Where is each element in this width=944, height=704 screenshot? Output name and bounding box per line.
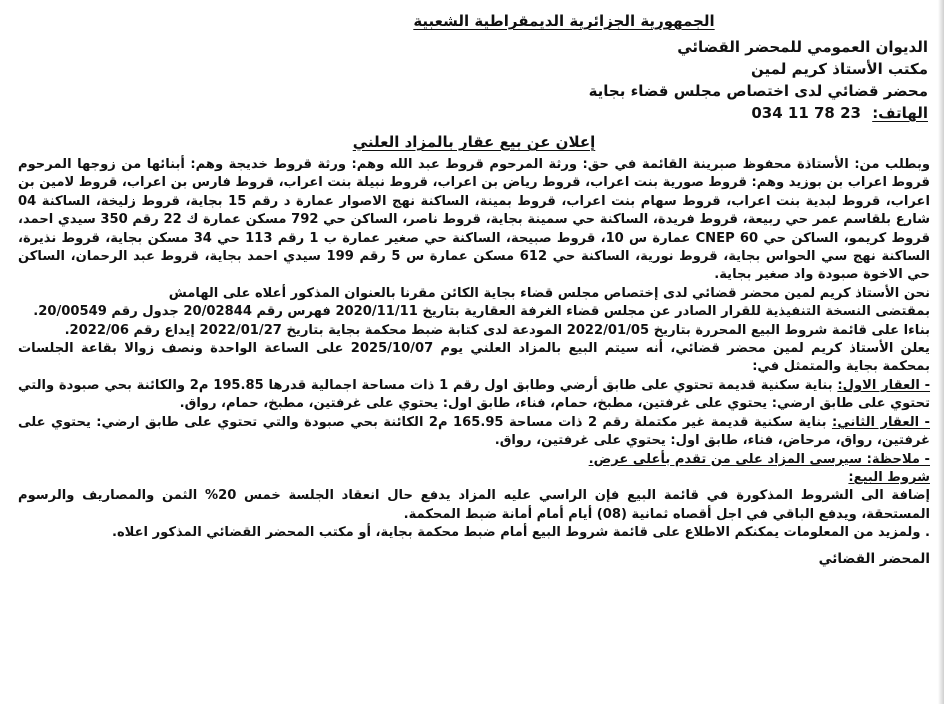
lot-2-text: بناية سكنية قديمة غير مكتملة رقم 2 ذات مساحة 165.95 م2 الكائنة بحي صبودة والتي تحتوي على طابق ارضي: يحتوي على غرفتين، رواق، مرحاض، فناء، طابق اول: يحتوي على غرفتين، رواق. xyxy=(18,414,930,449)
office-header xyxy=(18,36,930,124)
condition-1: إضافة الى الشروط المذكورة في قائمة البيع فإن الراسي عليه المزاد يدفع حال انعقاد الجلسة خمس 20% الثمن والمصاريف والرسوم المستحقة، ويدفع الباقي في اجل أقصاه ثمانية (08) أيام أمام أمانة ضبط المحكمة. xyxy=(18,488,930,522)
lot-1-paragraph xyxy=(18,377,930,414)
phone-number: 034 11 78 23 xyxy=(751,104,861,122)
conditions-list-paragraph: بناءا على قائمة شروط البيع المحررة بتاريخ 2022/01/05 المودعة لدى كتابة ضبط محكمة بجاية بتاريخ 2022/01/27 إيداع رقم 2022/06. xyxy=(64,322,930,338)
phone-label: الهاتف: xyxy=(872,104,928,122)
conditions-title-paragraph xyxy=(18,469,930,487)
bailiff-office: مكتب الأستاذ كريم لمين xyxy=(751,60,928,78)
note-paragraph xyxy=(18,451,930,469)
phone-line xyxy=(18,102,928,124)
lot-1-label: - العقار الاول: xyxy=(837,377,931,393)
auction-date-paragraph: يعلن الأستاذ كريم لمين محضر قضائي، أنه سيتم البيع بالمزاد العلني يوم 2025/10/07 على الساعة الواحدة ونصف زوالا بقاعة الجلسات بمحكمة بجاية والمتمثل في: xyxy=(18,341,930,375)
note-text: - ملاحظة: سيرسى المزاد على من تقدم بأعلى عرض. xyxy=(588,451,930,467)
bailiff-paragraph: نحن الأستاذ كريم لمين محضر قضائي لدى إختصاص مجلس قضاء بجاية الكائن مقرنا بالعنوان المذكور أعلاه على الهامش xyxy=(168,285,930,301)
conditions-title: شروط البيع: xyxy=(848,469,930,485)
scan-edge-shadow xyxy=(938,0,944,704)
requester-paragraph: وبطلب من: الأستاذة محفوظ صبرينة القائمة في حق: ورثة المرحوم قروط عبد الله وهم: ورثة قروط خديجة وهم: أبنائها من زوجها المرحوم قروط اعراب بن بوزيد وهم: قروط صورية بنت اعراب، قروط رياض بن اعراب، قروط نبيلة بنت اعراب، قروط فارس بن اعراب، قروط لامين بن اعراب، قروط لبدية بنت اعراب، قروط سهام بنت اعراب، قروط بمينة، الساكنة نهج الاصوار عمارة د رقم 15 بجاية، قروط زليخة، الساكنة 04 شارع بلقاسم عمر حي ربيعة، قروط فريدة، الساكنة حي سمينة بجاية، قروط ناصر، الساكن حي 792 مسكن عمارة ك 22 رقم 350 سيدي احمد، قروط كريمو، الساكن حي CNEP 60 عمارة س 10، قروط صبيحة، الساكنة حي صغير عمارة ب 1 رقم 113 حي 34 مسكن بجاية، قروط نذيرة، الساكنة نهج سي الحواس بجاية، قروط نورية، الساكنة حي 612 مسكن عمارة س 5 رقم 199 سيدي احمد بجاية، قروط عبد الرحمان، الساكن حي الاخوة صبودة واد صغير بجاية. xyxy=(18,157,931,283)
republic-heading: الجمهورية الجزائرية الديمقراطية الشعبية xyxy=(413,12,715,30)
notice-title: إعلان عن بيع عقار بالمزاد العلني xyxy=(352,133,596,151)
signature: المحضر القضائي xyxy=(818,550,930,567)
lot-1-text: بناية سكنية قديمة تحتوي على طابق أرضي وطابق اول رقم 1 ذات مساحة اجمالية قدرها 195.85 م2 والكائنة بحي صبودة والتي تحتوي على طابق ارضي: يحتوي على غرفتين، مطبخ، حمام، فناء، طابق اول: يحتوي على غرفتين، مطبخ، حمام، رواق. xyxy=(18,377,930,412)
lot-2-label: - العقار الثاني: xyxy=(831,414,930,430)
office-name: الديوان العمومي للمحضر القضائي xyxy=(677,38,928,56)
lot-2-paragraph xyxy=(18,414,930,451)
legal-notice-document xyxy=(18,6,930,700)
decision-paragraph: بمقتضى النسخة التنفيذية للقرار الصادر عن مجلس قضاء الغرفة العقارية بتاريخ 2020/11/11 فهرس رقم 20/02844 جدول رقم 20/00549. xyxy=(33,304,930,320)
notice-body xyxy=(18,156,930,543)
condition-2: . ولمزيد من المعلومات يمكنكم الاطلاع على قائمة شروط البيع أمام ضبط محكمة بجاية، أو مكتب المحضر القضائي المذكور اعلاه. xyxy=(111,525,930,541)
bailiff-jurisdiction: محضر قضائي لدى اختصاص مجلس قضاء بجاية xyxy=(588,82,928,100)
